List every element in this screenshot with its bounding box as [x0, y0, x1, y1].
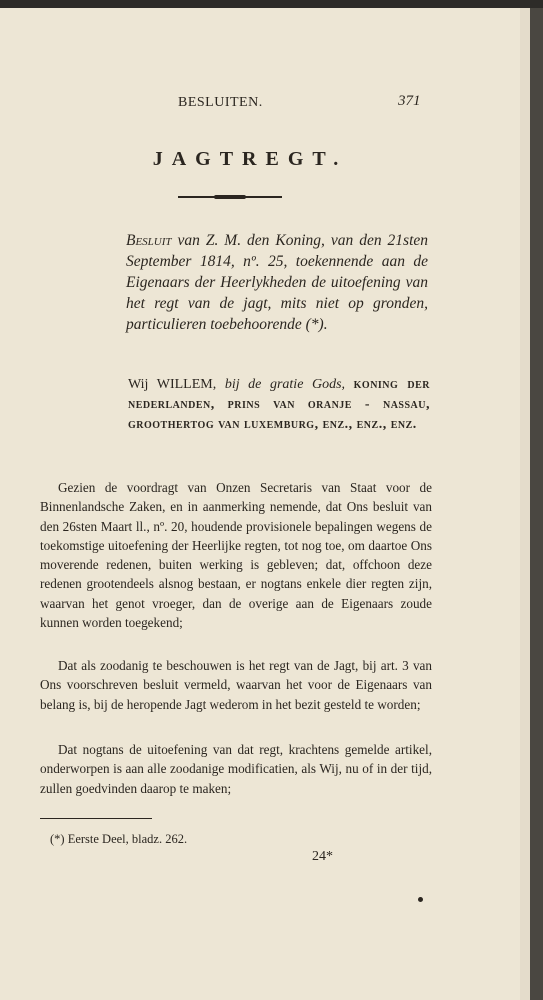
decree-summary [126, 230, 428, 335]
paragraph-text: Gezien de voordragt van Onzen Secretaris van Staat voor de Binnenlandsche Zaken, en in aanmerking nemende, dat Ons besluit van den 26sten Maart ll., nº. 20, houdende provisionele bepalingen wegens de toekomstige uitoefening der Heerlijke regten, tot nog toe, om daartoe Ons moverende redenen, buiten werking is gebleven; dat, offchoon deze redenen grootendeels alsnog bestaan, er nogtans enkele dier regten zijn, waarvan het genot vroeger, dan de overige aan de Eigenaars zoude kunnen worden toegekend; [40, 480, 432, 631]
decree-lead: Besluit [126, 232, 172, 249]
scan-shadow [530, 8, 543, 1000]
intro-wij: Wij WILLEM, [128, 377, 217, 392]
intro-grace: bij de gratie Gods, [224, 377, 346, 392]
section-title: JAGTREGT. [152, 148, 348, 170]
paragraph-text: Dat nogtans de uitoefening van dat regt, krachtens gemelde artikel, onderworpen is aan alle zoodanige modificatien, als Wij, nu of in der tijd, zullen goedvinden daarop te maken; [40, 742, 432, 796]
paragraph-1 [40, 478, 432, 632]
paragraph-2 [40, 656, 432, 714]
signature-mark: 24* [312, 849, 333, 864]
royal-intro [128, 375, 430, 435]
ink-dot [418, 897, 423, 902]
decree-text: van Z. M. den Koning, van den 21sten September 1814, nº. 25, toekennende aan de Eigenaars der Heerlykheden de uitoefening van het regt van de jagt, mits niet op gronden, particulieren toebehoorende (*). [126, 232, 429, 333]
paragraph-text: Dat als zoodanig te beschouwen is het regt van de Jagt, bij art. 3 van Ons voorschreven besluit vermeld, waarvan het voor de Eigenaars van belang is, bij de heropende Jagt wederom in het bezit gesteld te worden; [40, 658, 432, 712]
page-number: 371 [398, 93, 421, 109]
footnote: (*) Eerste Deel, bladz. 262. [50, 832, 188, 846]
running-head: BESLUITEN. [178, 95, 263, 110]
ornamental-rule [178, 196, 282, 198]
intro-titles: koning der nederlanden, prins van oranje - nassau, groothertog van luxemburg, enz., enz., enz. [128, 377, 430, 432]
paragraph-3 [40, 740, 432, 798]
footnote-rule [40, 818, 152, 819]
